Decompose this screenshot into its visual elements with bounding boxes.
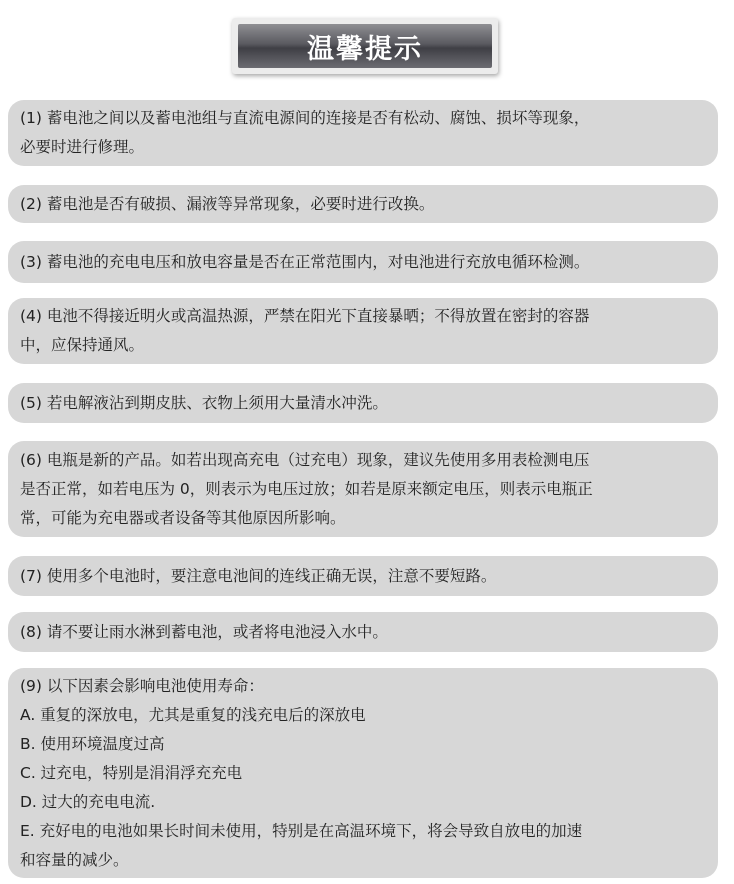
tip-item-3: [8, 241, 718, 283]
tip-line: (3) 蓄电池的充电电压和放电容量是否在正常范围内，对电池进行充放电循环检测。: [20, 252, 590, 271]
tip-line: 中，应保持通风。: [20, 336, 145, 354]
tip-item-8: [8, 612, 718, 652]
tip-item-9: [8, 668, 718, 878]
title-plate: [238, 24, 492, 68]
page-title: 温馨提示: [307, 33, 423, 65]
tip-line: C. 过充电，特别是涓涓浮充充电: [20, 763, 243, 782]
tip-line: (5) 若电解液沾到期皮肤、衣物上须用大量清水冲洗。: [20, 393, 388, 412]
tip-line: (2) 蓄电池是否有破损、漏液等异常现象，必要时进行改换。: [20, 194, 435, 213]
tip-line: (7) 使用多个电池时，要注意电池间的连线正确无误，注意不要短路。: [20, 566, 497, 585]
tip-line: B. 使用环境温度过高: [20, 734, 165, 753]
tip-item-1: [8, 100, 718, 166]
tip-line: (8) 请不要让雨水淋到蓄电池，或者将电池浸入水中。: [20, 622, 388, 641]
tip-line: (9) 以下因素会影响电池使用寿命：: [20, 676, 264, 695]
tip-item-6: [8, 441, 718, 537]
tip-item-5: [8, 383, 718, 423]
tip-line: 必要时进行修理。: [20, 138, 145, 156]
tip-item-7: [8, 556, 718, 596]
tip-line: D. 过大的充电电流.: [20, 792, 156, 811]
title-banner: [232, 18, 498, 74]
tip-line: (1) 蓄电池之间以及蓄电池组与直流电源间的连接是否有松动、腐蚀、损坏等现象，: [20, 109, 590, 127]
tip-line: E. 充好电的电池如果长时间未使用，特别是在高温环境下，将会导致自放电的加速: [20, 821, 583, 840]
tip-item-2: [8, 185, 718, 223]
tip-line: 是否正常，如若电压为 0，则表示为电压过放；如若是原来额定电压，则表示电瓶正: [20, 479, 593, 498]
tip-line: (4) 电池不得接近明火或高温热源，严禁在阳光下直接暴晒；不得放置在密封的容器: [20, 307, 590, 325]
tip-line: (6) 电瓶是新的产品。如若出现高充电（过充电）现象，建议先使用多用表检测电压: [20, 450, 590, 469]
tip-item-4: [8, 298, 718, 364]
tip-line: 常，可能为充电器或者设备等其他原因所影响。: [20, 508, 346, 527]
tip-line: 和容量的减少。: [20, 850, 129, 869]
tip-line: A. 重复的深放电，尤其是重复的浅充电后的深放电: [20, 705, 366, 724]
